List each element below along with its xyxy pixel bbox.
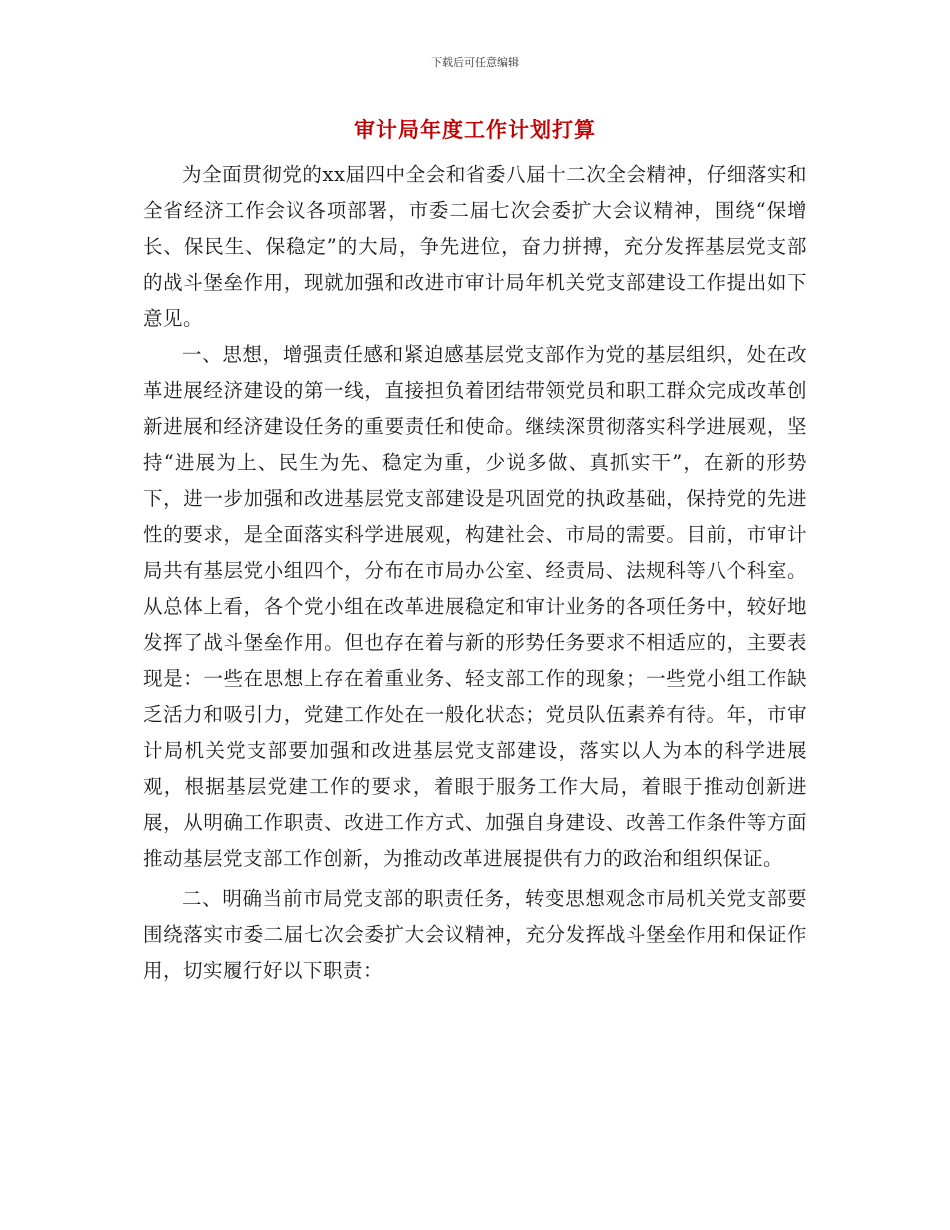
header-note: 下载后可任意编辑 [431, 56, 519, 69]
paragraph-intro: 为全面贯彻党的xx届四中全会和省委八届十二次全会精神，仔细落实和全省经济工作会议各项部署，市委二届七次会委扩大会议精神，围绕“保增长、保民生、保稳定”的大局，争先进位，奋力拼搏，充分发挥基层党支部的战斗堡垒作用，现就加强和改进市审计局年机关党支部建设工作提出如下意见。 [143, 163, 807, 330]
paragraph-section-two: 二、明确当前市局党支部的职责任务，转变思想观念市局机关党支部要围绕落实市委二届七次会委扩大会议精神，充分发挥战斗堡垒作用和保证作用，切实履行好以下职责： [143, 887, 807, 982]
document-body [143, 157, 807, 989]
paragraph-section-one: 一、思想，增强责任感和紧迫感基层党支部作为党的基层组织，处在改革进展经济建设的第一线，直接担负着团结带领党员和职工群众完成改革创新进展和经济建设任务的重要责任和使命。继续深贯彻落实科学进展观，坚持“进展为上、民生为先、稳定为重，少说多做、真抓实干”，在新的形势下，进一步加强和改进基层党支部建设是巩固党的执政基础，保持党的先进性的要求，是全面落实科学进展观，构建社会、市局的需要。目前，市审计局共有基层党小组四个，分布在市局办公室、经责局、法规科等八个科室。从总体上看，各个党小组在改革进展稳定和审计业务的各项任务中，较好地发挥了战斗堡垒作用。但也存在着与新的形势任务要求不相适应的，主要表现是：一些在思想上存在着重业务、轻支部工作的现象；一些党小组工作缺乏活力和吸引力，党建工作处在一般化状态；党员队伍素养有待。年，市审计局机关党支部要加强和改进基层党支部建设，落实以人为本的科学进展观，根据基层党建工作的要求，着眼于服务工作大局，着眼于推动创新进展，从明确工作职责、改进工作方式、加强自身建设、改善工作条件等方面推动基层党支部工作创新，为推动改革进展提供有力的政治和组织保证。 [143, 343, 807, 870]
document-title: 审计局年度工作计划打算 [354, 118, 596, 142]
